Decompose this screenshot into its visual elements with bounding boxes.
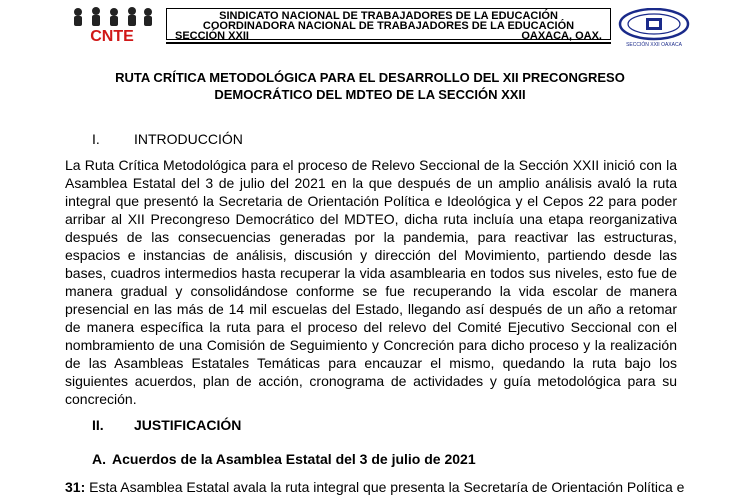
- title-line-1: RUTA CRÍTICA METODOLÓGICA PARA EL DESARROLLO DEL XII PRECONGRESO: [115, 70, 625, 85]
- subsection-a-letter: A.: [92, 451, 106, 467]
- cnte-logo: [64, 6, 160, 44]
- header-divider: [166, 42, 611, 44]
- subsection-a-heading: [92, 451, 476, 467]
- section-2-number: II.: [92, 417, 104, 433]
- header-line-2: COORDINADORA NACIONAL DE TRABAJADORES DE LA EDUCACIÓN: [202, 20, 575, 32]
- section-1-heading: [92, 131, 243, 147]
- seccion-xxii-seal: [618, 8, 690, 48]
- header-line-1: SINDICATO NACIONAL DE TRABAJADORES DE LA EDUCACIÓN: [219, 10, 558, 22]
- svg-text:SECCIÓN XXII OAXACA: SECCIÓN XXII OAXACA: [626, 42, 682, 48]
- svg-text:CNTE: CNTE: [90, 28, 134, 44]
- title-line-2: DEMOCRÁTICO DEL MDTEO DE LA SECCIÓN XXII: [214, 87, 526, 102]
- section-2-heading: [92, 417, 241, 433]
- header-section: SECCIÓN XXII: [175, 30, 249, 42]
- agreement-text: Esta Asamblea Estatal avala la ruta integral que presenta la Secretaría de Orientación Política e: [89, 479, 685, 495]
- header-line-3: [175, 31, 602, 41]
- header-box: [166, 8, 611, 40]
- document-title: [70, 69, 670, 103]
- subsection-a-title: Acuerdos de la Asamblea Estatal del 3 de julio de 2021: [112, 451, 476, 467]
- agreement-31-text: [65, 478, 741, 496]
- section-1-number: I.: [92, 131, 100, 147]
- agreement-number: 31:: [65, 479, 86, 495]
- section-2-title: JUSTIFICACIÓN: [134, 417, 242, 433]
- header-location: OAXACA, OAX.: [521, 30, 602, 42]
- section-1-title: INTRODUCCIÓN: [134, 131, 243, 147]
- introduction-paragraph: La Ruta Crítica Metodológica para el proceso de Relevo Seccional de la Sección XXII inició con la Asamblea Estatal del 3 de julio del 2021 en la que después de un amplio análisis avaló la ruta integral que presentó la Secretaria de Orientación Política e Ideológica y el Cepos 22 para poder arribar al XII Precongreso Democrático del MDTEO, dicha ruta incluía una etapa reorganizativa después de las consecuencias generadas por la pandemia, para reactivar las estructuras, espacios e instancias de análisis, discusión y dirección del Movimiento, partiendo desde las bases, cuadros intermedios hasta recuperar la vida asamblearia en todos sus niveles, esto fue de manera gradual y consolidándose conforme se fue recuperando la vida escolar de manera presencial en las más de 14 mil escuelas del Estado, llegando así después de un año a retomar de manera específica la ruta para el proceso del relevo del Comité Ejecutivo Seccional con el nombramiento de una Comisión de Seguimiento y Concreción para dicho proceso y la realización de las Asambleas Estatales Temáticas para encauzar el mismo, quedando la ruta bajo los siguientes acuerdos, plan de acción, cronograma de actividades y guía metodológica para su concreción.: [65, 157, 677, 407]
